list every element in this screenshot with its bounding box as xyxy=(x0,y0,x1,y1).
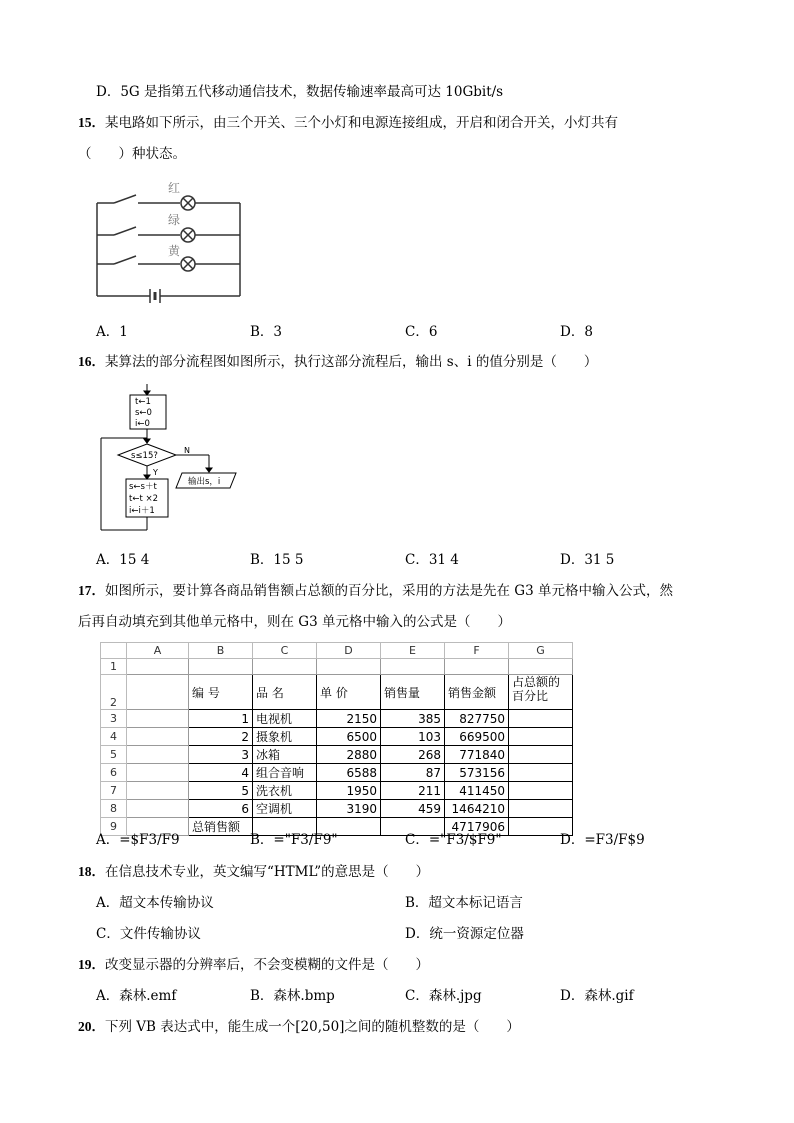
lamp-label-yellow: 黄 xyxy=(168,244,181,258)
row-header: 6 xyxy=(101,764,127,782)
flow-output: 输出s，i xyxy=(188,477,221,487)
row-header: 1 xyxy=(101,659,127,675)
spreadsheet xyxy=(100,642,573,836)
cell-percent xyxy=(509,800,573,818)
cell-name: 冰箱 xyxy=(253,746,317,764)
sheet-col-c: C xyxy=(253,643,317,659)
flow-body-s: s←s＋t xyxy=(129,482,157,492)
q17-option-a[interactable]: A．=$F3/F9 xyxy=(96,832,180,848)
q19-option-c[interactable]: C．森林.jpg xyxy=(405,988,482,1004)
cell-price: 2880 xyxy=(317,746,381,764)
table-row xyxy=(101,800,573,818)
row-header: 9 xyxy=(101,818,127,836)
header-cell: 编 号 xyxy=(189,675,253,710)
q18-option-d[interactable]: D．统一资源定位器 xyxy=(405,926,524,942)
cell-name: 组合音响 xyxy=(253,764,317,782)
cell-price: 3190 xyxy=(317,800,381,818)
q14-option-d: D．5G 是指第五代移动通信技术，数据传输速率最高可达 10Gbit/s xyxy=(96,84,504,100)
cell-id: 5 xyxy=(189,782,253,800)
flow-condition: s≤15? xyxy=(131,451,158,461)
header-cell-percent: 占总额的百分比 xyxy=(509,675,573,710)
cell-amount: 827750 xyxy=(445,710,509,728)
table-row xyxy=(101,746,573,764)
q17-number: 17． xyxy=(78,583,105,598)
lamp-label-red: 红 xyxy=(168,181,181,195)
flow-body-t: t←t ×2 xyxy=(129,494,159,504)
q19-option-b[interactable]: B．森林.bmp xyxy=(250,988,335,1004)
header-cell: 单 价 xyxy=(317,675,381,710)
cell-qty: 385 xyxy=(381,710,445,728)
q17-question xyxy=(78,582,673,600)
q18-option-c[interactable]: C．文件传输协议 xyxy=(96,926,201,942)
row-header: 4 xyxy=(101,728,127,746)
q15-question xyxy=(78,114,618,132)
cell-id: 3 xyxy=(189,746,253,764)
cell-amount: 771840 xyxy=(445,746,509,764)
cell-qty: 87 xyxy=(381,764,445,782)
q20-text: 下列 VB 表达式中，能生成一个[20,50]之间的随机整数的是（ ） xyxy=(105,1019,520,1035)
cell-qty: 211 xyxy=(381,782,445,800)
q15-text: 某电路如下所示，由三个开关、三个小灯和电源连接组成，开启和闭合开关，小灯共有 xyxy=(105,115,618,131)
q17-option-d[interactable]: D．=F3/F$9 xyxy=(560,832,645,848)
header-cell: 销售金额 xyxy=(445,675,509,710)
cell-percent xyxy=(509,746,573,764)
sheet-col-f: F xyxy=(445,643,509,659)
q15-text-line2: （ ）种状态。 xyxy=(78,146,186,162)
flow-init-t: t←1 xyxy=(135,397,151,407)
cell-id: 6 xyxy=(189,800,253,818)
sheet-column-header-row xyxy=(101,643,573,659)
cell-amount: 411450 xyxy=(445,782,509,800)
cell-percent xyxy=(509,728,573,746)
q19-number: 19． xyxy=(78,957,105,972)
table-row xyxy=(101,710,573,728)
q16-option-b[interactable]: B．15 5 xyxy=(250,552,304,568)
sheet-col-g: G xyxy=(509,643,573,659)
q16-option-a[interactable]: A．15 4 xyxy=(96,552,150,568)
q19-question xyxy=(78,956,429,974)
q15-option-b[interactable]: B．3 xyxy=(250,324,283,340)
lamp-label-green: 绿 xyxy=(168,213,181,227)
cell-amount: 1464210 xyxy=(445,800,509,818)
row-header: 8 xyxy=(101,800,127,818)
cell-name: 电视机 xyxy=(253,710,317,728)
cell-price: 2150 xyxy=(317,710,381,728)
q19-text: 改变显示器的分辨率后，不会变模糊的文件是（ ） xyxy=(105,957,429,973)
q15-option-a[interactable]: A．1 xyxy=(96,324,128,340)
cell-price: 1950 xyxy=(317,782,381,800)
cell-percent xyxy=(509,764,573,782)
cell-name: 摄象机 xyxy=(253,728,317,746)
q16-number: 16． xyxy=(78,354,105,369)
q16-option-d[interactable]: D．31 5 xyxy=(560,552,615,568)
q19-option-a[interactable]: A．森林.emf xyxy=(96,988,177,1004)
flow-yes-label: Y xyxy=(153,468,158,477)
q15-option-c[interactable]: C．6 xyxy=(405,324,438,340)
q16-text: 某算法的部分流程图如图所示，执行这部分流程后，输出 s、i 的值分别是（ ） xyxy=(105,354,598,370)
flow-init-s: s←0 xyxy=(135,408,152,418)
table-row xyxy=(101,728,573,746)
q18-option-a[interactable]: A．超文本传输协议 xyxy=(96,895,214,911)
header-cell: 销售量 xyxy=(381,675,445,710)
q17-text-line2: 后再自动填充到其他单元格中，则在 G3 单元格中输入的公式是（ ） xyxy=(78,614,511,630)
cell-price: 6588 xyxy=(317,764,381,782)
sheet-header-row xyxy=(101,675,573,710)
cell-id: 4 xyxy=(189,764,253,782)
cell-name: 洗衣机 xyxy=(253,782,317,800)
table-row xyxy=(101,782,573,800)
q20-question xyxy=(78,1018,520,1036)
cell-amount: 669500 xyxy=(445,728,509,746)
q19-option-d[interactable]: D．森林.gif xyxy=(560,988,634,1004)
row-header: 5 xyxy=(101,746,127,764)
q18-question xyxy=(78,863,429,881)
q18-number: 18． xyxy=(78,864,105,879)
row-header: 3 xyxy=(101,710,127,728)
cell-id: 1 xyxy=(189,710,253,728)
sheet-col-d: D xyxy=(317,643,381,659)
q18-text: 在信息技术专业，英文编写“HTML”的意思是（ ） xyxy=(105,864,430,880)
cell-price: 6500 xyxy=(317,728,381,746)
q17-option-c[interactable]: C．="F3/$F9" xyxy=(405,832,502,848)
header-cell: 品 名 xyxy=(253,675,317,710)
sheet-row-1 xyxy=(101,659,573,675)
total-label: 总销售额 xyxy=(189,818,253,836)
table-row xyxy=(101,764,573,782)
q15-option-d[interactable]: D．8 xyxy=(560,324,593,340)
row-header: 2 xyxy=(101,675,127,710)
row-header: 7 xyxy=(101,782,127,800)
cell-percent xyxy=(509,710,573,728)
flow-body-i: i←i＋1 xyxy=(129,506,155,516)
sheet-col-a: A xyxy=(127,643,189,659)
q16-question xyxy=(78,353,597,371)
flowchart xyxy=(98,382,243,534)
q15-number: 15． xyxy=(78,115,105,130)
cell-qty: 268 xyxy=(381,746,445,764)
q20-number: 20． xyxy=(78,1019,105,1034)
cell-percent xyxy=(509,782,573,800)
q18-option-b[interactable]: B．超文本标记语言 xyxy=(405,895,523,911)
q16-option-c[interactable]: C．31 4 xyxy=(405,552,459,568)
q17-option-b[interactable]: B．="F3/F9" xyxy=(250,832,338,848)
cell-amount: 573156 xyxy=(445,764,509,782)
cell-qty: 103 xyxy=(381,728,445,746)
cell-id: 2 xyxy=(189,728,253,746)
sheet-col-e: E xyxy=(381,643,445,659)
total-value: 4717906 xyxy=(445,818,509,836)
flow-init-i: i←0 xyxy=(135,419,150,429)
flow-no-label: N xyxy=(184,446,190,455)
sheet-corner xyxy=(101,643,127,659)
sheet-col-b: B xyxy=(189,643,253,659)
q17-text: 如图所示，要计算各商品销售额占总额的百分比，采用的方法是先在 G3 单元格中输入公式，然 xyxy=(105,583,673,599)
circuit-diagram xyxy=(92,178,252,303)
cell-name: 空调机 xyxy=(253,800,317,818)
cell-qty: 459 xyxy=(381,800,445,818)
